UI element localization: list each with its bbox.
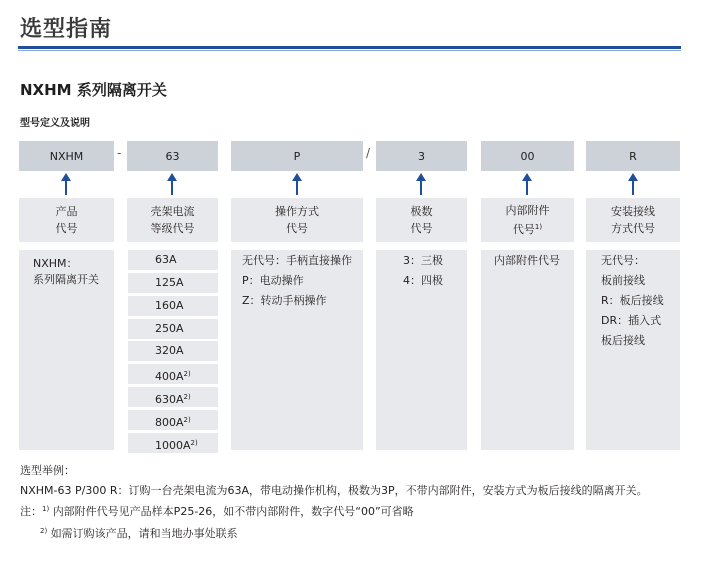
desc-line: P：电动操作 xyxy=(242,274,304,287)
desc-line: NXHM： xyxy=(33,257,78,270)
current-value: 800A xyxy=(155,415,184,429)
notes-section xyxy=(20,461,648,543)
example-text: NXHM-63 P/300 R：订购一台壳架电流为63A，带电动操作机构，极数为3P，不带内部附件，安装方式为板后接线的隔离开关。 xyxy=(20,483,648,497)
desc-line: 4：四极 xyxy=(403,274,443,287)
current-item xyxy=(128,319,218,339)
desc-line: 无代号：手柄直接操作 xyxy=(242,254,352,267)
footnote-mark: 1) xyxy=(534,223,543,231)
current-item xyxy=(128,273,218,293)
desc-install xyxy=(586,250,680,450)
label-accessory xyxy=(481,198,574,242)
label-line: 等级代号 xyxy=(150,222,195,235)
page-title: 选型指南 xyxy=(20,17,113,42)
label-line: 操作方式 xyxy=(275,205,319,218)
desc-line: 板后接线 xyxy=(601,334,645,347)
current-item xyxy=(128,341,218,361)
current-value: 125A xyxy=(155,275,184,289)
note-1-text: 内部附件代号见产品样本P25-26，如不带内部附件，数字代号“00”可省略 xyxy=(52,505,414,518)
current-item xyxy=(128,410,218,430)
current-value: 250A xyxy=(155,321,184,335)
label-line: 方式代号 xyxy=(611,222,655,235)
label-line: 代号 xyxy=(286,222,308,235)
label-poles xyxy=(376,198,467,242)
current-value: 1000A xyxy=(155,438,191,452)
code-box-poles: 3 xyxy=(376,141,467,171)
note-2-text: 如需订购该产品，请和当地办事处联系 xyxy=(50,526,238,540)
code-box-install: R xyxy=(586,141,680,171)
note-prefix: 注： xyxy=(20,505,42,518)
arrow-up-icon xyxy=(416,173,426,195)
arrow-up-icon xyxy=(292,173,302,195)
code-box-product: NXHM xyxy=(19,141,114,171)
desc-line: R：板后接线 xyxy=(601,294,664,307)
current-value: 400A xyxy=(155,370,184,384)
arrow-up-icon xyxy=(167,173,177,195)
note-1 xyxy=(20,500,648,522)
current-item xyxy=(128,296,218,316)
desc-line: 系列隔离开关 xyxy=(33,273,99,286)
footnote-mark: 2) xyxy=(183,393,191,402)
title-divider xyxy=(18,46,681,49)
label-line: 代号 xyxy=(55,222,78,235)
label-install xyxy=(586,198,680,242)
desc-line: DR：插入式 xyxy=(601,314,662,327)
separator-dash: - xyxy=(117,146,122,160)
desc-line: 内部附件代号 xyxy=(494,254,560,267)
footnote-mark: 2) xyxy=(40,526,48,535)
code-box-operation: P xyxy=(231,141,363,171)
desc-operation xyxy=(231,250,363,450)
desc-poles xyxy=(376,250,467,450)
current-value: 320A xyxy=(155,344,184,358)
current-value: 630A xyxy=(155,393,184,407)
current-item xyxy=(128,387,218,407)
desc-line: 板前接线 xyxy=(601,274,645,287)
label-line: 极数 xyxy=(410,205,433,218)
footnote-mark: 1) xyxy=(42,505,50,513)
footnote-mark: 2) xyxy=(190,438,198,447)
arrow-up-icon xyxy=(61,173,71,195)
label-line: 安装接线 xyxy=(611,205,655,218)
code-box-frame: 63 xyxy=(127,141,218,171)
current-value: 160A xyxy=(155,298,184,312)
title-divider-thin xyxy=(18,50,681,51)
label-line: 内部附件 xyxy=(505,204,550,217)
section-title: 型号定义及说明 xyxy=(20,118,90,129)
current-value: 63A xyxy=(155,253,177,266)
label-line: 产品 xyxy=(55,205,78,218)
desc-line: Z：转动手柄操作 xyxy=(242,294,327,307)
current-item xyxy=(128,250,218,270)
label-operation xyxy=(231,198,363,242)
separator-slash: / xyxy=(366,146,371,160)
desc-line: 无代号： xyxy=(601,254,645,267)
note-2 xyxy=(20,522,648,544)
label-line: 代号 xyxy=(410,222,433,235)
label-product xyxy=(19,198,114,242)
footnote-mark: 2) xyxy=(183,370,191,379)
desc-product xyxy=(19,250,114,450)
label-line: 壳架电流 xyxy=(150,205,195,218)
footnote-mark: 2) xyxy=(183,415,191,424)
label-line-text: 代号 xyxy=(512,223,535,236)
arrow-up-icon xyxy=(628,173,638,195)
desc-line: 3：三极 xyxy=(403,254,443,267)
code-box-accessory: 00 xyxy=(481,141,574,171)
arrow-up-icon xyxy=(522,173,532,195)
current-rating-list xyxy=(128,250,218,456)
example-title: 选型举例： xyxy=(20,464,75,477)
product-title: NXHM 系列隔离开关 xyxy=(20,81,167,99)
current-item xyxy=(128,364,218,384)
desc-accessory xyxy=(481,250,574,450)
label-line xyxy=(513,219,542,238)
current-item xyxy=(128,433,218,453)
label-frame xyxy=(127,198,218,242)
